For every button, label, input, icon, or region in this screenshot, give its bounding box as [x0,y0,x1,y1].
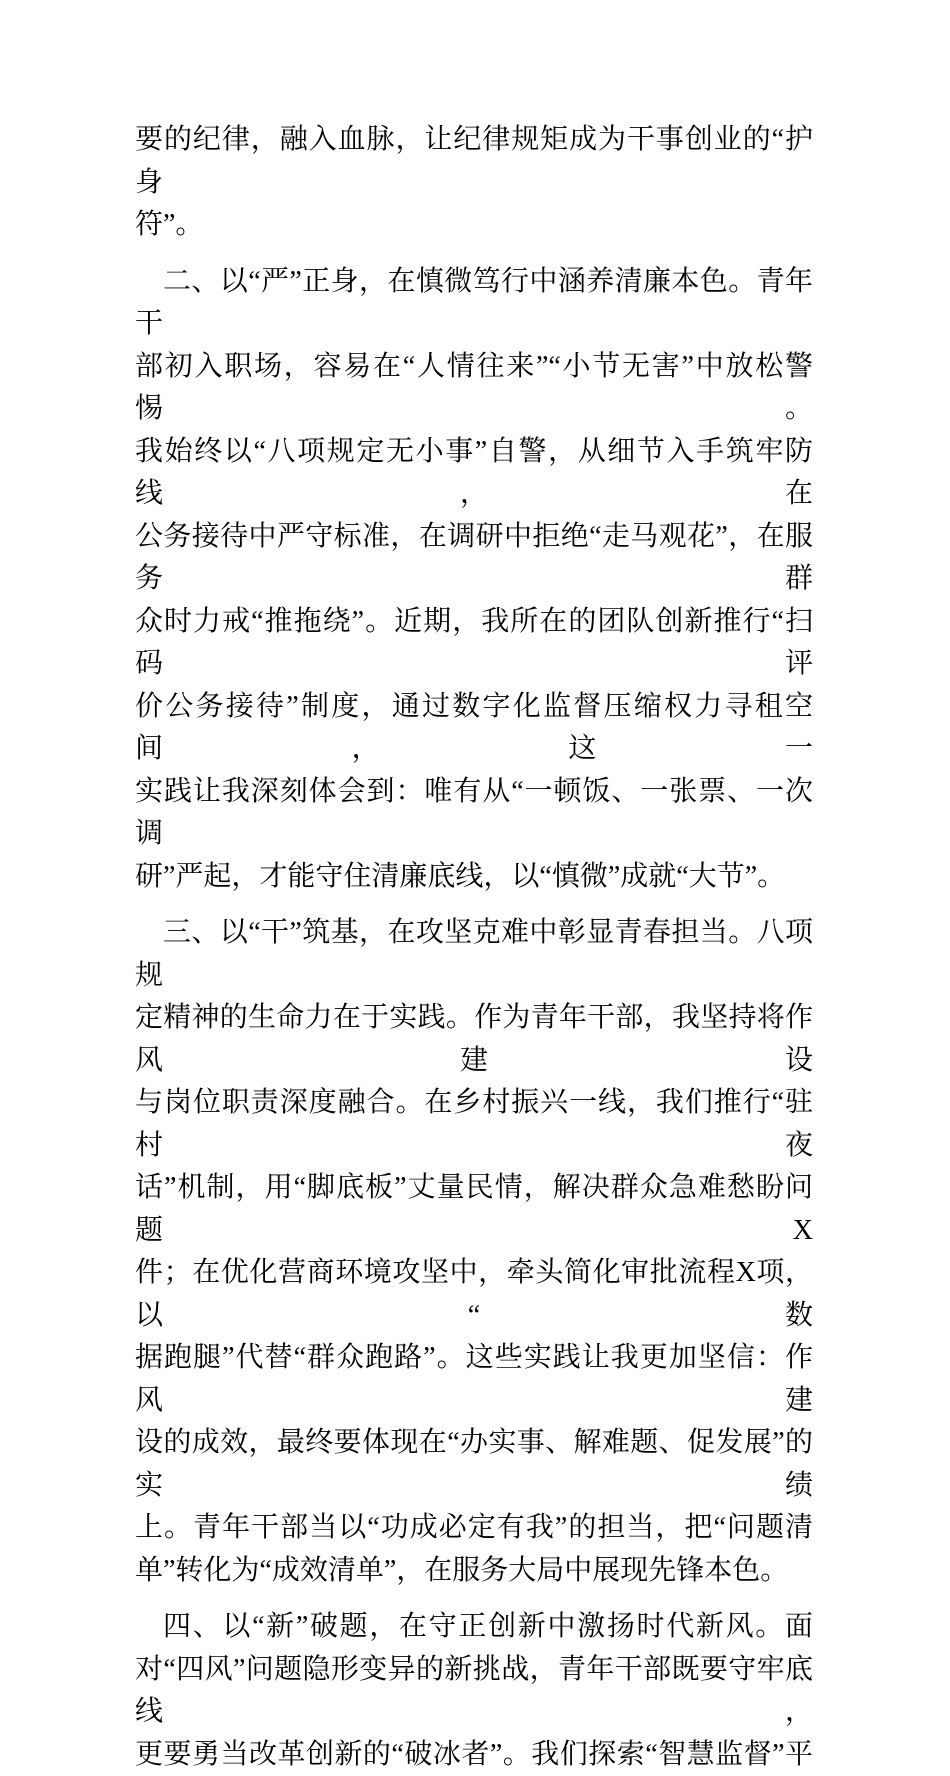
paragraph [135,1606,813,1776]
text-line: 设的成效，最终要体现在“办实事、解难题、促发展”的实绩 [135,1422,813,1507]
text-line: 单”转化为“成效清单”，在服务大局中展现先锋本色。 [135,1550,813,1593]
paragraph [135,119,813,247]
text-line: 定精神的生命力在于实践。作为青年干部，我坚持将作风建设 [135,997,813,1082]
text-line: 公务接待中严守标准，在调研中拒绝“走马观花”，在服务群 [135,516,813,601]
text-line: 研”严起，才能守住清廉底线，以“慎微”成就“大节”。 [135,856,813,899]
text-line: 价公务接待”制度，通过数字化监督压缩权力寻租空间，这一 [135,686,813,771]
text-line: 与岗位职责深度融合。在乡村振兴一线，我们推行“驻村夜 [135,1082,813,1167]
text-line: 二、以“严”正身，在慎微笃行中涵养清廉本色。青年干 [135,261,813,346]
text-line: 我始终以“八项规定无小事”自警，从细节入手筑牢防线，在 [135,431,813,516]
text-line: 要的纪律，融入血脉，让纪律规矩成为干事创业的“护身 [135,119,813,204]
text-line: 符”。 [135,204,813,247]
text-line: 更要勇当改革创新的“破冰者”。我们探索“智慧监督”平 [135,1734,813,1776]
text-line: 据跑腿”代替“群众跑路”。这些实践让我更加坚信：作风建 [135,1337,813,1422]
text-line: 众时力戒“推拖绕”。近期，我所在的团队创新推行“扫码评 [135,601,813,686]
text-line: 部初入职场，容易在“人情往来”“小节无害”中放松警惕。 [135,346,813,431]
text-line: 上。青年干部当以“功成必定有我”的担当，把“问题清 [135,1507,813,1550]
text-line: 四、以“新”破题，在守正创新中激扬时代新风。面 [135,1606,813,1649]
text-line: 三、以“干”筑基，在攻坚克难中彰显青春担当。八项规 [135,912,813,997]
paragraph [135,261,813,899]
text-line: 实践让我深刻体会到：唯有从“一顿饭、一张票、一次调 [135,771,813,856]
paragraph [135,912,813,1592]
text-line: 件；在优化营商环境攻坚中，牵头简化审批流程X项，以“数 [135,1252,813,1337]
text-line: 话”机制，用“脚底板”丈量民情，解决群众急难愁盼问题X [135,1167,813,1252]
text-line: 对“四风”问题隐形变异的新挑战，青年干部既要守牢底线， [135,1649,813,1734]
